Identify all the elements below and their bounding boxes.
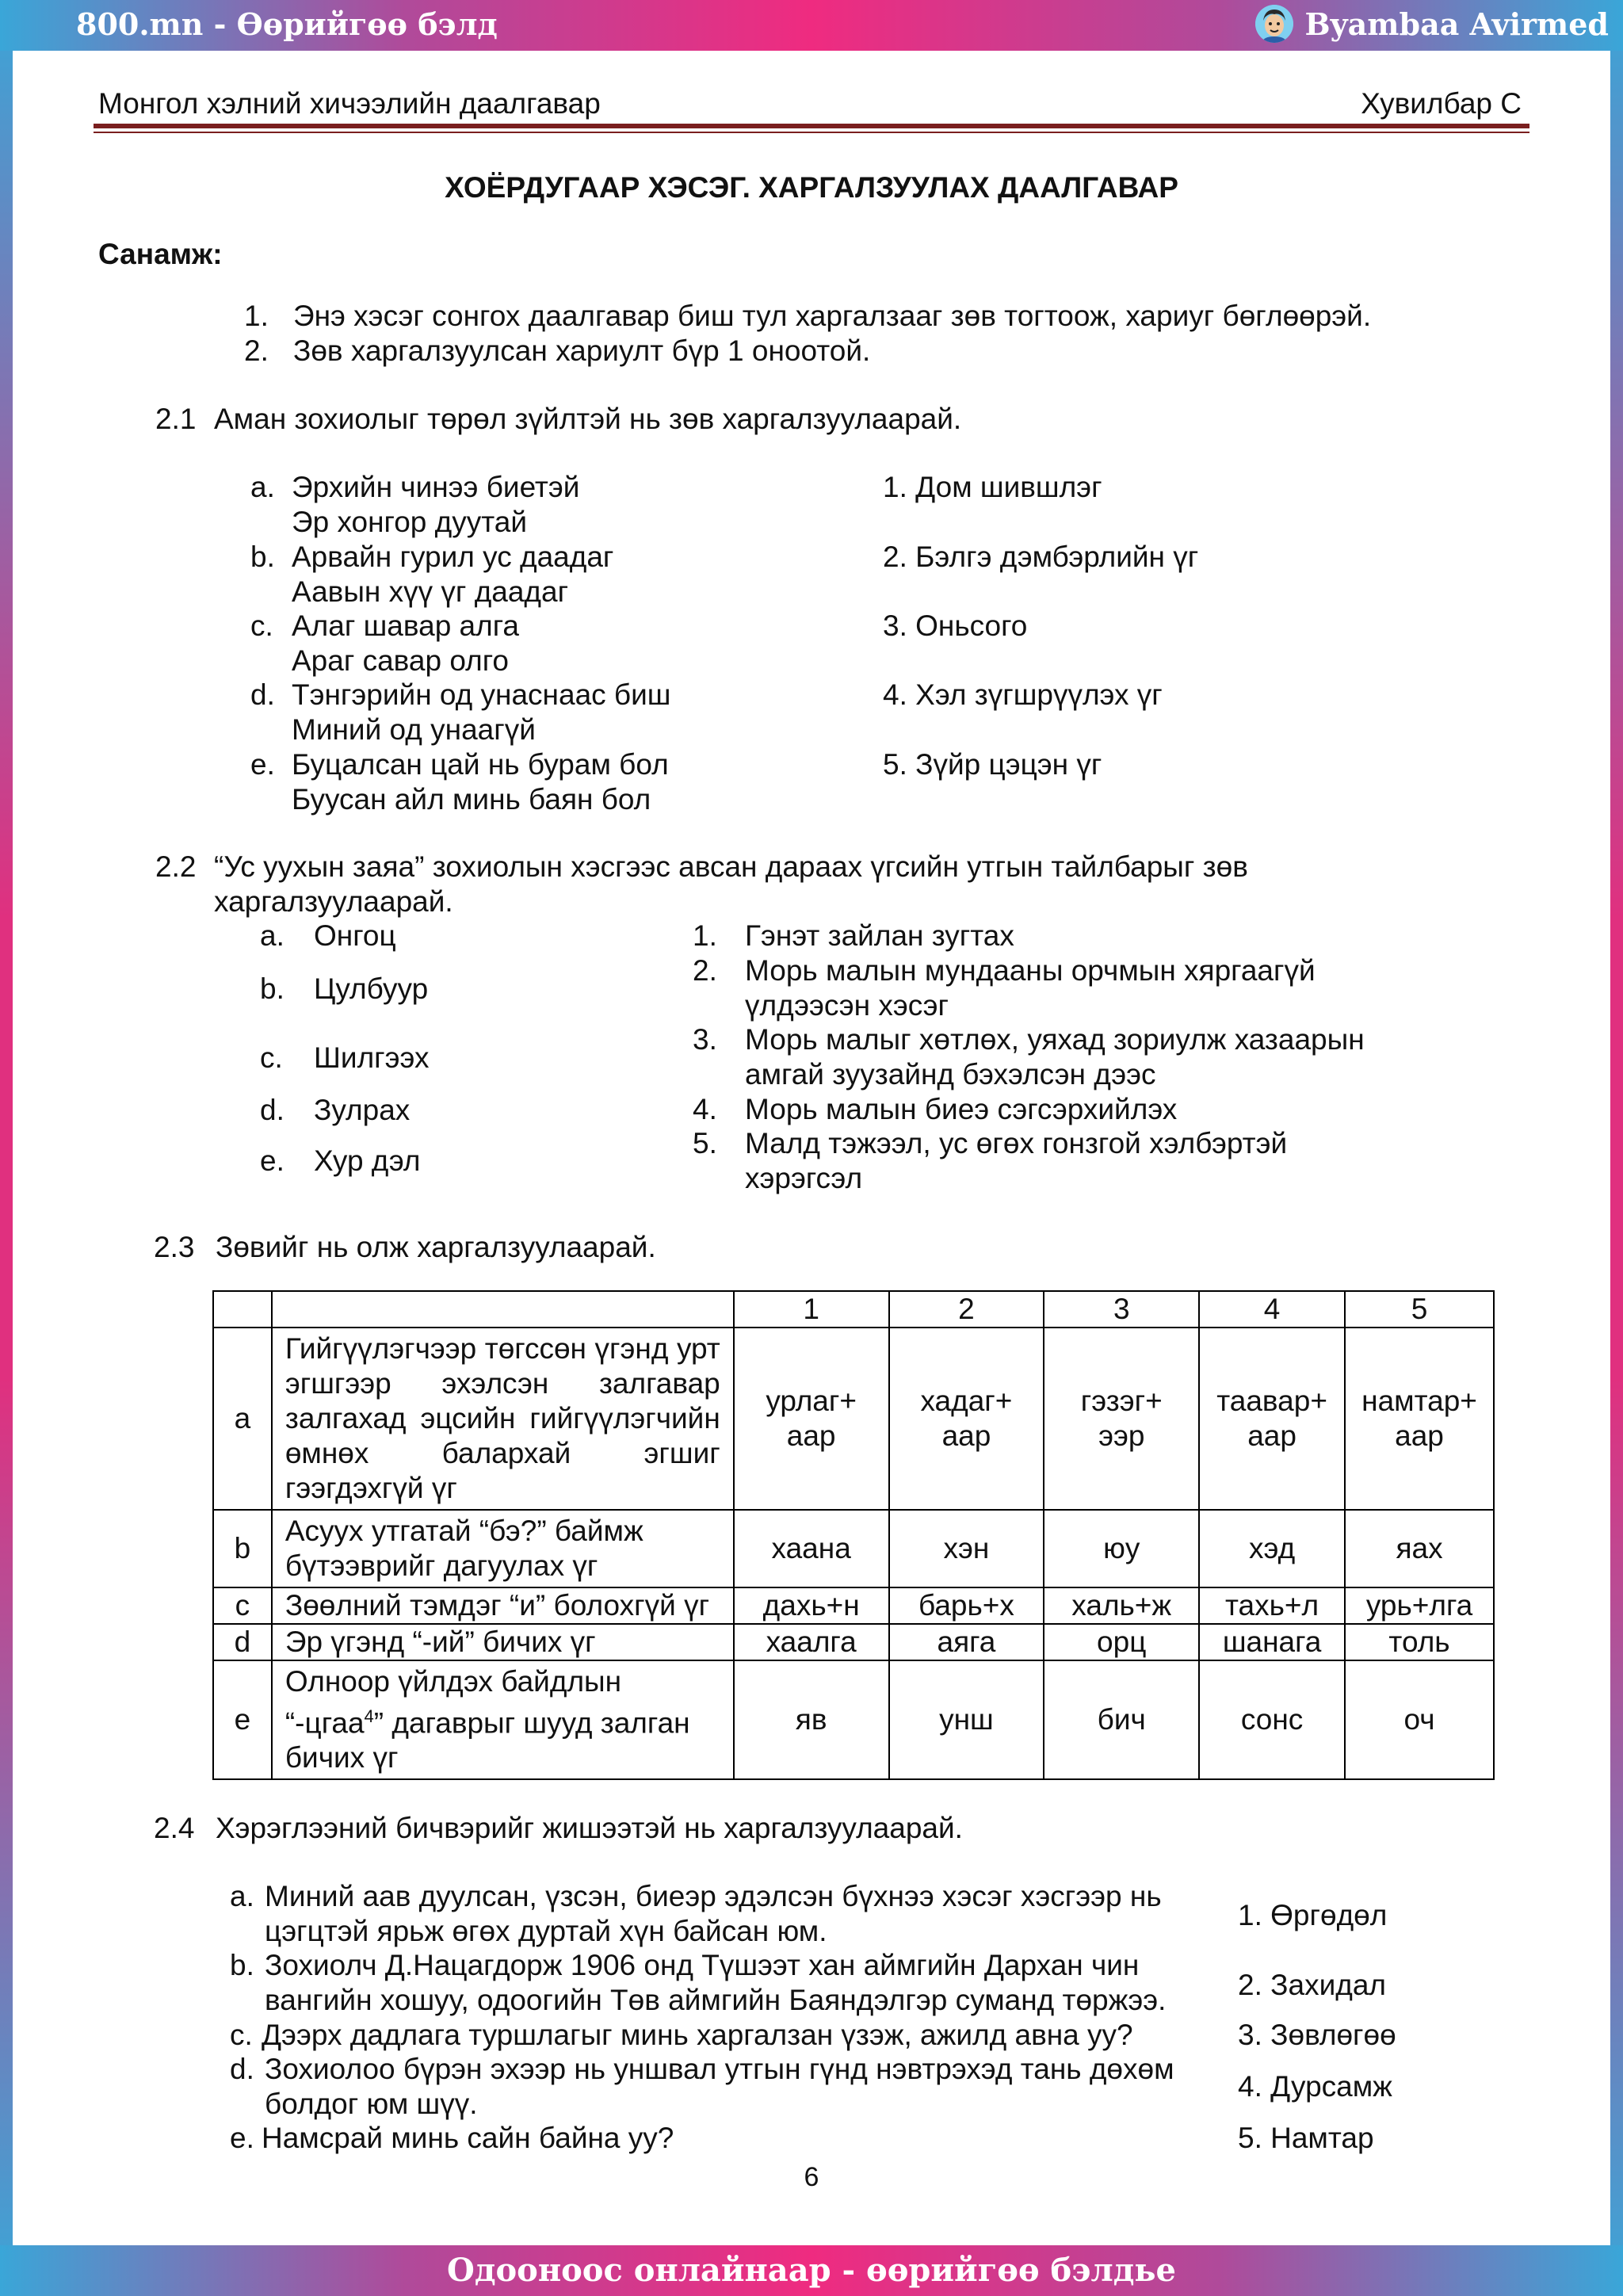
row-description: Олноор үйлдэх байдлын “-цгаа$^4$” дагаврыг шууд залган бичих үг — [272, 1660, 734, 1779]
row-description: Гийгүүлэгчээр төгссөн үгэнд урт эгшгээр эхэлсэн залгавар залгахад эцсийн гийгүүлэгчийн өмнөх балархай эгшиг гээгдэхгүй үг — [272, 1328, 734, 1510]
table-cell: намтар+ аар — [1345, 1328, 1494, 1510]
proverb-line: Буцалсан цай нь бурам бол — [292, 748, 669, 781]
table-cell: хаалга — [734, 1624, 889, 1660]
table-cell: юу — [1044, 1510, 1199, 1587]
question-prompt: харгалзуулаарай. — [214, 885, 453, 918]
text-example-line: вангийн хошуу, одоогийн Төв аймгийн Баяндэлгэр суманд төржээ. — [265, 1984, 1167, 2016]
row-label: b — [213, 1510, 272, 1587]
option-label: e. — [260, 1144, 285, 1177]
option-label: a. — [230, 1880, 254, 1912]
proverb-line: Эрхийн чинээ биетэй — [292, 471, 580, 503]
term: Цулбуур — [314, 972, 429, 1005]
column-header: 2 — [889, 1291, 1044, 1328]
proverb-line: Тэнгэрийн од унаснаас биш — [292, 678, 671, 711]
table-cell: толь — [1345, 1624, 1494, 1660]
note-item-num: 1. — [244, 300, 269, 332]
genre-option: 4. Хэл зүгшрүүлэх үг — [883, 678, 1163, 711]
question-prompt: Аман зохиолыг төрөл зүйлтэй нь зөв харгалзуулаарай. — [214, 403, 962, 435]
footer-slogan[interactable]: Одооноос онлайнаар - өөрийгөө бэлдье — [446, 2252, 1177, 2289]
definition-line: Морь малын биеэ сэгсэрхийлэх — [745, 1093, 1178, 1125]
option-label: c. — [260, 1041, 283, 1074]
proverb-line: Алаг шавар алга — [292, 609, 519, 642]
table-row — [213, 1624, 1494, 1660]
definition-line: Малд тэжээл, ус өгөх гонзгой хэлбэртэй — [745, 1127, 1288, 1159]
text-example-line: Намсрай минь сайн байна уу? — [262, 2122, 674, 2154]
row-label: a — [213, 1328, 272, 1510]
option-label: c. — [250, 609, 273, 642]
definition-line: үлдээсэн хэсэг — [745, 989, 949, 1022]
table-cell: дахь+н — [734, 1587, 889, 1624]
table-cell: шанага — [1199, 1624, 1345, 1660]
term: Онгоц — [314, 919, 396, 952]
text-example-line: болдог юм шүү. — [265, 2088, 478, 2120]
table-row — [213, 1328, 1494, 1510]
table-cell: барь+х — [889, 1587, 1044, 1624]
user-profile[interactable] — [1255, 5, 1609, 43]
table-cell: урлаг+ аар — [734, 1328, 889, 1510]
table-cell: хадаг+ аар — [889, 1328, 1044, 1510]
table-cell: хэд — [1199, 1510, 1345, 1587]
column-header: 3 — [1044, 1291, 1199, 1328]
question-number: 2.3 — [154, 1231, 195, 1263]
table-row — [213, 1510, 1494, 1587]
text-example-line: цэгцтэй ярьж өгөх дуртай хүн байсан юм. — [265, 1915, 827, 1947]
definition-line: амгай зуузайнд бэхэлсэн дээс — [745, 1058, 1156, 1091]
table-cell: тахь+л — [1199, 1587, 1345, 1624]
text-example-line: Миний аав дуулсан, үзсэн, биеэр эдэлсэн бүхнээ хэсэг хэсгээр нь — [265, 1880, 1162, 1912]
option-label: d. — [260, 1094, 285, 1126]
question-prompt: “Ус уухын заяа” зохиолын хэсгээс авсан дараах үгсийн утгын тайлбарыг зөв — [214, 850, 1248, 883]
user-name: Byambaa Avirmed — [1304, 6, 1609, 42]
definition-num: 1. — [693, 919, 717, 952]
question-prompt: Зөвийг нь олж харгалзуулаарай. — [216, 1231, 656, 1263]
proverb-line: Буусан айл минь баян бол — [292, 783, 651, 816]
table-cell: бич — [1044, 1660, 1199, 1779]
page-number: 6 — [804, 2162, 819, 2192]
table-cell: аяга — [889, 1624, 1044, 1660]
question-prompt: Хэрэглээний бичвэрийг жишээтэй нь харгалзуулаарай. — [216, 1812, 963, 1844]
term: Шилгээх — [314, 1041, 430, 1074]
column-header: 4 — [1199, 1291, 1345, 1328]
option-label: e. — [250, 748, 275, 781]
option-label: c. — [230, 2019, 253, 2051]
row-label: e — [213, 1660, 272, 1779]
site-header-bar — [0, 0, 1623, 51]
definition-num: 2. — [693, 954, 717, 987]
proverb-line: Эр хонгор дуутай — [292, 506, 528, 538]
question-number: 2.1 — [155, 403, 197, 435]
genre-option: 2. Бэлгэ дэмбэрлийн үг — [883, 541, 1199, 573]
header-variant: Хувилбар C — [1361, 87, 1522, 120]
table-cell: унш — [889, 1660, 1044, 1779]
table-cell: оч — [1345, 1660, 1494, 1779]
table-cell: сонс — [1199, 1660, 1345, 1779]
header-divider-thin — [94, 132, 1529, 133]
table-header-row — [213, 1291, 1494, 1328]
option-label: d. — [250, 678, 275, 711]
option-label: b. — [260, 972, 285, 1005]
row-description: Асуух утгатай “бэ?” баймж бүтээврийг дагуулах үг — [272, 1510, 734, 1587]
document-page — [13, 51, 1610, 2245]
row-label: d — [213, 1624, 272, 1660]
text-example-line: Зохиолч Д.Нацагдорж 1906 онд Түшээт хан аймгийн Дархан чин — [265, 1949, 1140, 1981]
definition-line: Морь малын мундааны орчмын хяргаагүй — [745, 954, 1316, 987]
option-label: a. — [260, 919, 285, 952]
term: Хур дэл — [314, 1144, 421, 1177]
table-cell: халь+ж — [1044, 1587, 1199, 1624]
proverb-line: Аавын хүү үг даадаг — [292, 575, 569, 608]
table-row — [213, 1660, 1494, 1779]
definition-line: хэрэгсэл — [745, 1162, 863, 1194]
definition-num: 4. — [693, 1093, 717, 1125]
column-header: 1 — [734, 1291, 889, 1328]
header-subject: Монгол хэлний хичээлийн даалгавар — [98, 87, 601, 120]
section-title: ХОЁРДУГААР ХЭСЭГ. ХАРГАЛЗУУЛАХ ДААЛГАВАР — [445, 171, 1178, 204]
text-type-option: 2. Захидал — [1238, 1969, 1386, 2001]
definition-line: Гэнэт зайлан зугтах — [745, 919, 1014, 952]
table-row — [213, 1587, 1494, 1624]
matching-table — [212, 1290, 1495, 1780]
text-example-line: Дээрх дадлага туршлагыг минь харгалзан үзэж, ажилд авна уу? — [262, 2019, 1133, 2051]
table-cell: хаана — [734, 1510, 889, 1587]
table-cell: таавар+ аар — [1199, 1328, 1345, 1510]
term: Зулрах — [314, 1094, 411, 1126]
option-label: d. — [230, 2053, 254, 2085]
table-cell: гэзэг+ ээр — [1044, 1328, 1199, 1510]
option-label: b. — [230, 1949, 254, 1981]
table-corner-cell — [272, 1291, 734, 1328]
note-item-num: 2. — [244, 334, 269, 367]
header-divider — [94, 124, 1529, 128]
text-type-option: 5. Намтар — [1238, 2122, 1374, 2154]
table-cell: яв — [734, 1660, 889, 1779]
note-item-text: Энэ хэсэг сонгох даалгавар биш тул харгалзааг зөв тогтоож, хариуг бөглөөрэй. — [293, 300, 1372, 332]
proverb-line: Миний од унаагүй — [292, 713, 536, 746]
site-title-link[interactable]: 800.mn - Өөрийгөө бэлд — [76, 6, 498, 42]
row-description: Зөөлний тэмдэг “и” болохгүй үг — [272, 1587, 734, 1624]
text-type-option: 3. Зөвлөгөө — [1238, 2019, 1396, 2051]
definition-num: 3. — [693, 1023, 717, 1056]
question-number: 2.2 — [155, 850, 197, 883]
row-description: Эр үгэнд “-ий” бичих үг — [272, 1624, 734, 1660]
genre-option: 3. Оньсого — [883, 609, 1028, 642]
table-cell: яах — [1345, 1510, 1494, 1587]
text-type-option: 1. Өргөдөл — [1238, 1899, 1388, 1931]
proverb-line: Арвайн гурил ус даадаг — [292, 541, 614, 573]
note-item-text: Зөв харгалзуулсан хариулт бүр 1 оноотой. — [293, 334, 871, 367]
text-example-line: Зохиолоо бүрэн эхээр нь уншвал утгын гүнд нэвтрэхэд тань дөхөм — [265, 2053, 1174, 2085]
question-number: 2.4 — [154, 1812, 195, 1844]
table-cell: хэн — [889, 1510, 1044, 1587]
definition-line: Морь малыг хөтлөх, уяхад зориулж хазаарын — [745, 1023, 1365, 1056]
user-avatar-icon — [1255, 5, 1293, 43]
table-cell: урь+лга — [1345, 1587, 1494, 1624]
table-corner-cell — [213, 1291, 272, 1328]
note-label: Санамж: — [98, 238, 223, 270]
proverb-line: Араг савар олго — [292, 644, 509, 677]
option-label: a. — [250, 471, 275, 503]
text-type-option: 4. Дурсамж — [1238, 2070, 1392, 2103]
option-label: b. — [250, 541, 275, 573]
genre-option: 1. Дом шившлэг — [883, 471, 1102, 503]
genre-option: 5. Зүйр цэцэн үг — [883, 748, 1102, 781]
option-label: e. — [230, 2122, 254, 2154]
table-cell: орц — [1044, 1624, 1199, 1660]
row-label: c — [213, 1587, 272, 1624]
definition-num: 5. — [693, 1127, 717, 1159]
column-header: 5 — [1345, 1291, 1494, 1328]
site-footer-bar — [0, 2245, 1623, 2296]
